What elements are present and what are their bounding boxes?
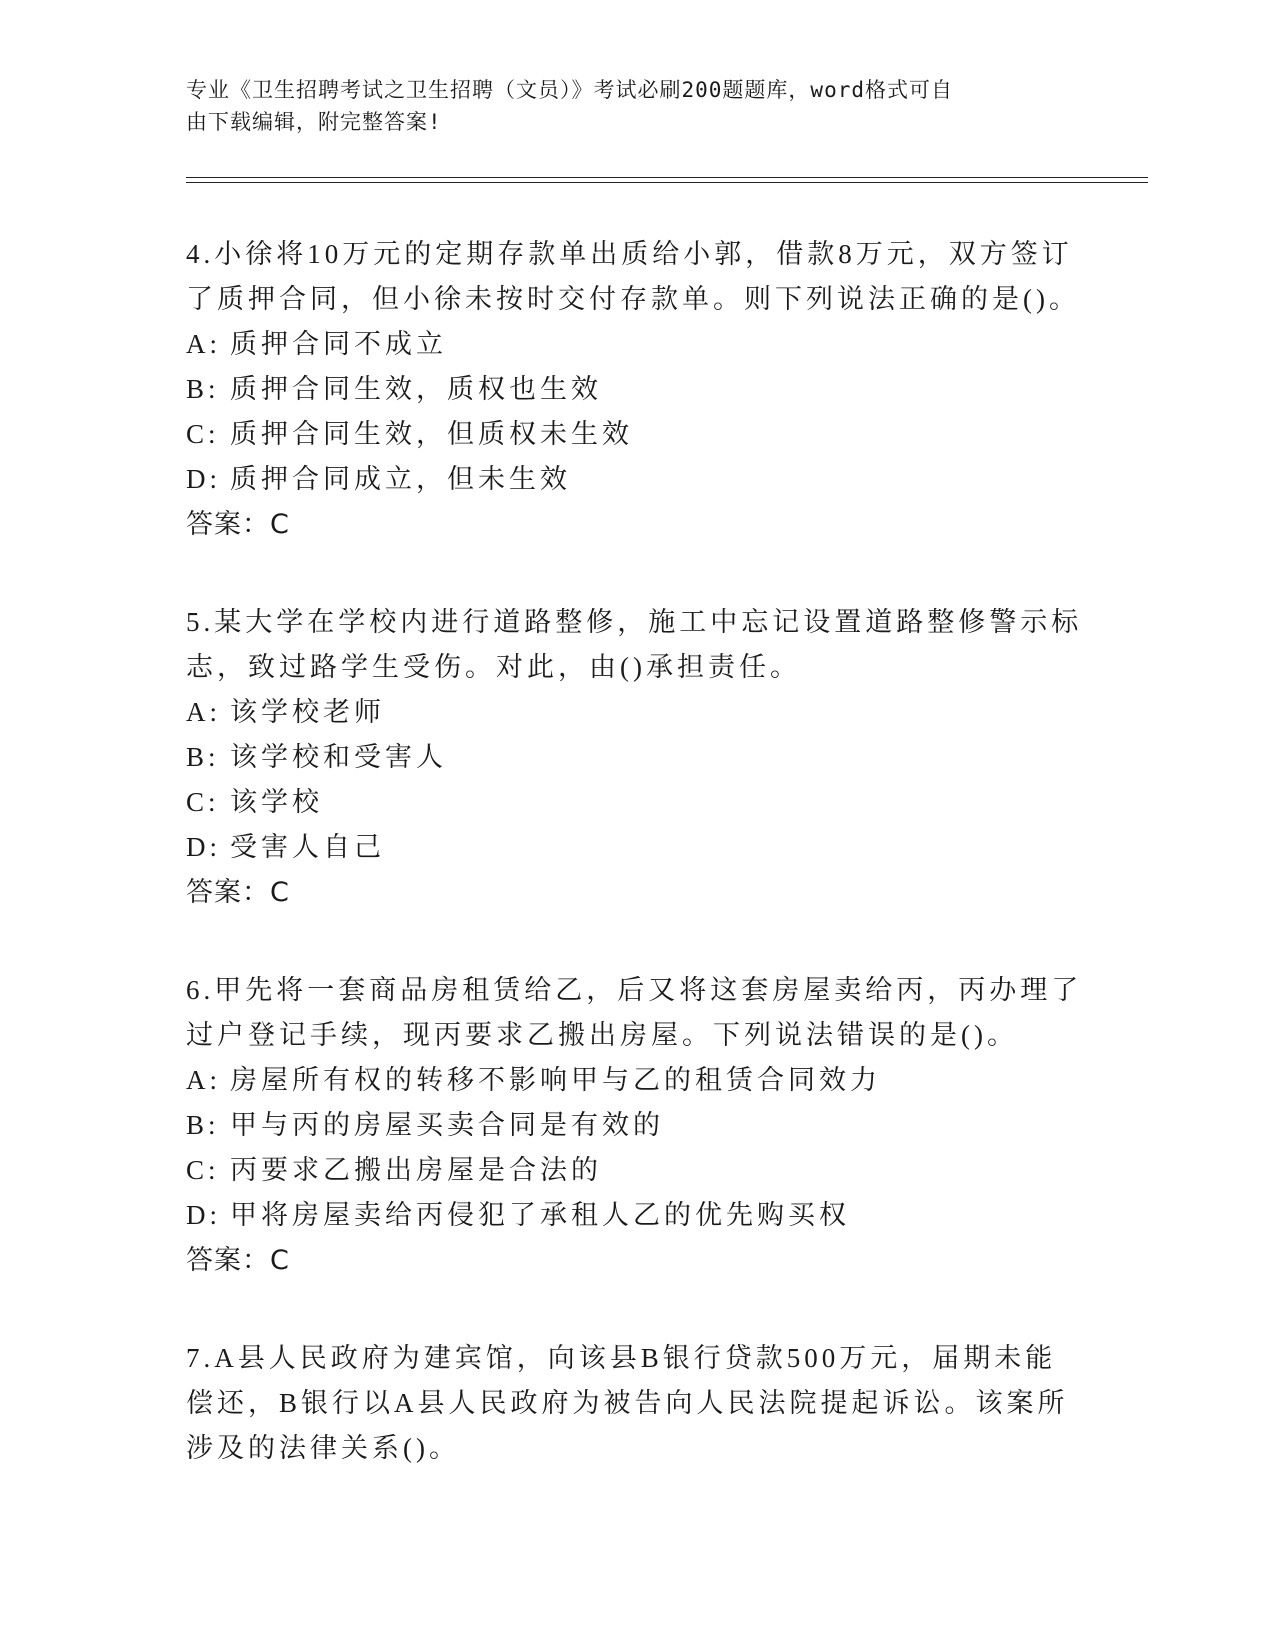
answer-line: 答案：C [186, 1245, 290, 1276]
option-key: D: [186, 832, 221, 862]
option-c [186, 780, 1086, 825]
option-a [186, 322, 1086, 367]
question-5 [186, 600, 1086, 915]
option-d [186, 1193, 1086, 1238]
option-key: B: [186, 374, 220, 404]
option-key: D: [186, 1200, 221, 1230]
option-d [186, 457, 1086, 502]
option-text: 质押合同生效，质权也生效 [230, 374, 602, 404]
option-text: 房屋所有权的转移不影响甲与乙的租赁合同效力 [230, 1065, 881, 1095]
option-a [186, 690, 1086, 735]
option-text: 甲与丙的房屋买卖合同是有效的 [230, 1110, 664, 1140]
option-text: 该学校和受害人 [230, 742, 447, 772]
option-key: B: [186, 1110, 220, 1140]
option-key: D: [186, 464, 221, 494]
question-stem: 6.甲先将一套商品房租赁给乙，后又将这套房屋卖给丙，丙办理了过户登记手续，现丙要求乙搬出房屋。下列说法错误的是()。 [186, 975, 1083, 1050]
question-7 [186, 1336, 1086, 1471]
answer-line: 答案：C [186, 877, 290, 908]
option-key: B: [186, 742, 220, 772]
option-text: 质押合同生效，但质权未生效 [230, 419, 633, 449]
option-key: C: [186, 419, 220, 449]
option-text: 受害人自己 [230, 832, 385, 862]
question-stem: 4.小徐将10万元的定期存款单出质给小郭，借款8万元，双方签订了质押合同，但小徐未按时交付存款单。则下列说法正确的是()。 [186, 239, 1080, 314]
option-d [186, 825, 1086, 870]
question-4 [186, 232, 1086, 547]
question-stem: 5.某大学在学校内进行道路整修，施工中忘记设置道路整修警示标志，致过路学生受伤。对此，由()承担责任。 [186, 607, 1083, 682]
header-line-2: 由下载编辑，附完整答案! [186, 110, 442, 134]
option-b [186, 367, 1086, 412]
option-text: 该学校老师 [230, 697, 385, 727]
option-key: C: [186, 1155, 220, 1185]
option-text: 该学校 [230, 787, 323, 817]
document-header [186, 74, 1066, 138]
question-6 [186, 968, 1086, 1283]
header-divider-top [186, 177, 1148, 178]
option-key: A: [186, 329, 221, 359]
answer-line: 答案：C [186, 509, 290, 540]
question-stem: 7.A县人民政府为建宾馆，向该县B银行贷款500万元，届期未能偿还，B银行以A县人民政府为被告向人民法院提起诉讼。该案所涉及的法律关系()。 [186, 1343, 1069, 1463]
option-b [186, 1103, 1086, 1148]
question-list [186, 232, 1086, 1524]
option-text: 甲将房屋卖给丙侵犯了承租人乙的优先购买权 [230, 1200, 850, 1230]
option-key: C: [186, 787, 220, 817]
option-key: A: [186, 697, 221, 727]
option-text: 质押合同不成立 [230, 329, 447, 359]
option-key: A: [186, 1065, 221, 1095]
header-line-1: 专业《卫生招聘考试之卫生招聘（文员）》考试必刷200题题库，word格式可自 [186, 78, 953, 102]
option-text: 丙要求乙搬出房屋是合法的 [230, 1155, 602, 1185]
option-text: 质押合同成立，但未生效 [230, 464, 571, 494]
option-c [186, 412, 1086, 457]
header-divider-bottom [186, 182, 1148, 183]
option-b [186, 735, 1086, 780]
option-c [186, 1148, 1086, 1193]
option-a [186, 1058, 1086, 1103]
